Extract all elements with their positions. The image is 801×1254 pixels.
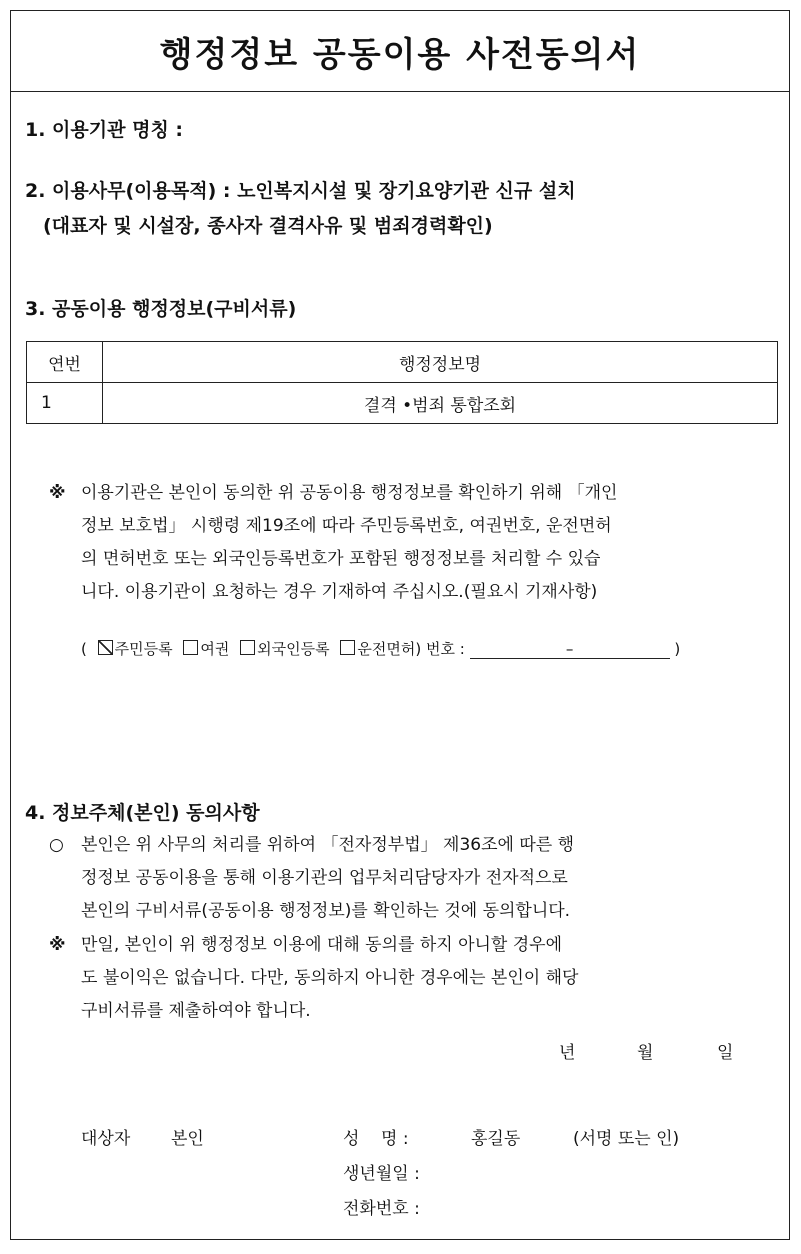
sign-hint: (서명 또는 인) (573, 1129, 680, 1149)
notice-text (81, 477, 617, 609)
option-resident-label: 주민등록 (114, 640, 173, 658)
subject-label: 대상자 (81, 1129, 131, 1149)
table-header-no: 연번 (27, 342, 103, 383)
paren-open: ( (81, 640, 87, 658)
notice-line: 정보 보호법」 시행령 제19조에 따라 주민등록번호, 여권번호, 운전면허 (81, 516, 612, 536)
notice-line: 이용기관은 본인이 동의한 위 공동이용 행정정보를 확인하기 위해 「개인 (81, 483, 618, 503)
consent-symbol: ○ (49, 835, 64, 855)
option-foreigner-label: 외국인등록 (257, 640, 330, 658)
option-license-label: 운전면허 (357, 640, 416, 658)
consent-text (81, 829, 574, 928)
dash: – (565, 640, 574, 658)
table-cell-name: 결격 •범죄 통합조회 (103, 383, 778, 424)
checkbox-foreigner[interactable] (240, 640, 255, 655)
number-label: ) 번호 : (415, 640, 465, 658)
date-month: 월 (637, 1043, 654, 1063)
section4-label: 4. 정보주체(본인) 동의사항 (25, 802, 260, 824)
id-number-row (81, 638, 680, 659)
birth-label: 생년월일 : (343, 1164, 420, 1184)
consent-line: 정정보 공동이용을 통해 이용기관의 업무처리담당자가 전자적으로 (81, 868, 568, 888)
self-label: 본인 (171, 1129, 204, 1149)
consent-form (10, 10, 790, 1240)
table-row (27, 383, 778, 424)
notice-symbol: ※ (49, 483, 66, 503)
note-symbol: ※ (49, 935, 66, 955)
section2-line1: 2. 이용사무(이용목적) : 노인복지시설 및 장기요양기관 신규 설치 (25, 180, 576, 202)
note-line: 구비서류를 제출하여야 합니다. (81, 1001, 311, 1021)
checkbox-license[interactable] (340, 640, 355, 655)
name-label: 성 명 : (343, 1129, 409, 1149)
date-day: 일 (717, 1043, 734, 1063)
document-title: 행정정보 공동이용 사전동의서 (159, 34, 641, 75)
consent-line: 본인은 위 사무의 처리를 위하여 「전자정부법」 제36조에 따른 행 (81, 835, 574, 855)
date-year: 년 (559, 1043, 576, 1063)
checkbox-passport[interactable] (183, 640, 198, 655)
note-line: 만일, 본인이 위 행정정보 이용에 대해 동의를 하지 아니할 경우에 (81, 935, 563, 955)
info-table (26, 341, 778, 424)
table-header-row (27, 342, 778, 383)
consent-line: 본인의 구비서류(공동이용 행정정보)를 확인하는 것에 동의합니다. (81, 901, 571, 921)
section3-label: 3. 공동이용 행정정보(구비서류) (25, 298, 297, 320)
table-header-name: 행정정보명 (103, 342, 778, 383)
table-cell-no: 1 (27, 383, 103, 424)
notice-line: 니다. 이용기관이 요청하는 경우 기재하여 주십시오.(필요시 기재사항) (81, 582, 598, 602)
note-line: 도 불이익은 없습니다. 다만, 동의하지 아니한 경우에는 본인이 해당 (81, 968, 579, 988)
phone-label: 전화번호 : (343, 1199, 420, 1219)
option-passport-label: 여권 (200, 640, 230, 658)
number-blank[interactable] (470, 640, 670, 659)
section1-label: 1. 이용기관 명칭 : (25, 119, 184, 141)
notice-line: 의 면허번호 또는 외국인등록번호가 포함된 행정정보를 처리할 수 있습 (81, 549, 601, 569)
paren-close: ) (674, 640, 681, 658)
title-box (11, 11, 789, 92)
note-text (81, 929, 578, 1028)
section2-line2: (대표자 및 시설장, 종사자 결격사유 및 범죄경력확인) (43, 215, 493, 237)
name-value[interactable]: 홍길동 (471, 1129, 521, 1149)
checkbox-resident[interactable] (98, 640, 113, 655)
